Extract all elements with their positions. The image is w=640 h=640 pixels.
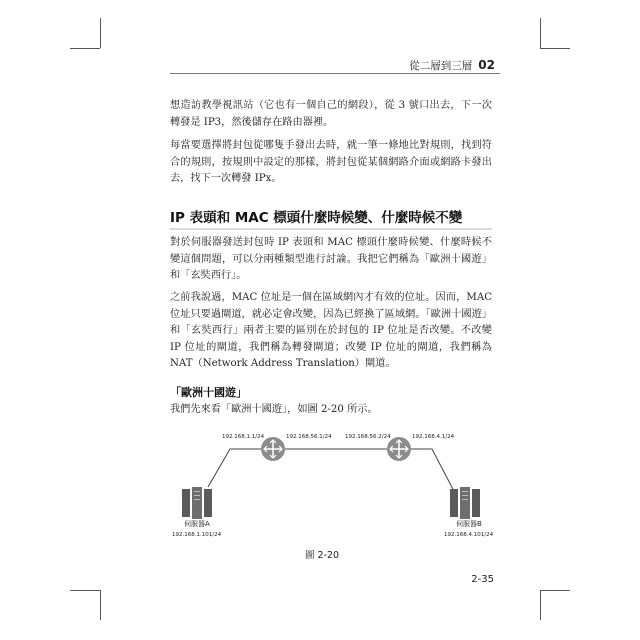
router-1-right-ip: 192.168.56.1/24: [286, 434, 332, 440]
router-1-left-ip: 192.168.1.1/24: [222, 434, 265, 440]
server-a-ip: 192.168.1.101/24: [172, 532, 222, 538]
figure-caption: 圖 2-20: [305, 550, 340, 561]
server-b-label: 伺服器B: [456, 520, 482, 528]
crop-mark: [540, 18, 541, 48]
router-2-icon: [387, 437, 411, 461]
paragraph-3: 對於伺服器發送封包時 IP 表頭和 MAC 標頭什麼時候變、什麼時候不變這個問題，可以分兩種類型進行討論。我把它們稱為「歐洲十國遊」和「玄奘西行」。: [170, 237, 492, 281]
crop-mark: [540, 590, 570, 591]
server-a-label: 伺服器A: [184, 520, 210, 528]
router-2-left-ip: 192.168.56.2/24: [345, 434, 391, 440]
network-diagram: [160, 425, 500, 545]
crop-mark: [540, 590, 541, 620]
page-number: 2-35: [471, 574, 494, 585]
chapter-number: 02: [478, 58, 495, 72]
running-header: [409, 58, 495, 73]
link-server-a-router-1: [208, 449, 261, 487]
header-rule: [170, 73, 500, 74]
router-1-icon: [261, 437, 285, 461]
crop-mark: [70, 590, 100, 591]
crop-mark: [100, 590, 101, 620]
paragraph-1: 想造訪教學視訊站（它也有一個自己的網段），從 3 號口出去，下一次轉發是 IP3，然後儲存在路由器裡。: [170, 100, 492, 128]
crop-mark: [540, 48, 570, 49]
section-title: IP 表頭和 MAC 標頭什麼時候變、什麼時候不變: [170, 210, 463, 226]
chapter-title: 從二層到三層: [409, 60, 473, 72]
router-2-right-ip: 192.168.4.1/24: [412, 434, 455, 440]
link-router-2-server-b: [411, 449, 456, 495]
server-a-icon: [182, 487, 212, 519]
crop-mark: [100, 18, 101, 48]
paragraph-5: 我們先來看「歐洲十國遊」，如圖 2-20 所示。: [170, 404, 378, 415]
server-b-ip: 192.168.4.101/24: [444, 532, 494, 538]
paragraph-2: 每當要選擇將封包從哪隻手發出去時，就一筆一條地比對規則，找到符合的規則，按規則中設定的那樣，將封包從某個網路介面或網路卡發出去，找下一次轉發 IPx。: [170, 140, 492, 184]
server-b-icon: [450, 487, 480, 519]
crop-mark: [70, 48, 100, 49]
section-rule: [170, 228, 492, 230]
subheading: 「歐洲十國遊」: [170, 386, 247, 399]
paragraph-4: 之前我說過，MAC 位址是一個在區域網內才有效的位址。因而，MAC 位址只要過閘道，就必定會改變，因為已經換了區域網。「歐洲十國遊」和「玄奘西行」兩者主要的區別在於封包的 IP 位址是否改變。不改變 IP 位址的閘道，我們稱為轉發閘道；改變 IP 位址的閘道，我們稱為 NAT（Network Address Translation）閘道。: [170, 292, 492, 369]
